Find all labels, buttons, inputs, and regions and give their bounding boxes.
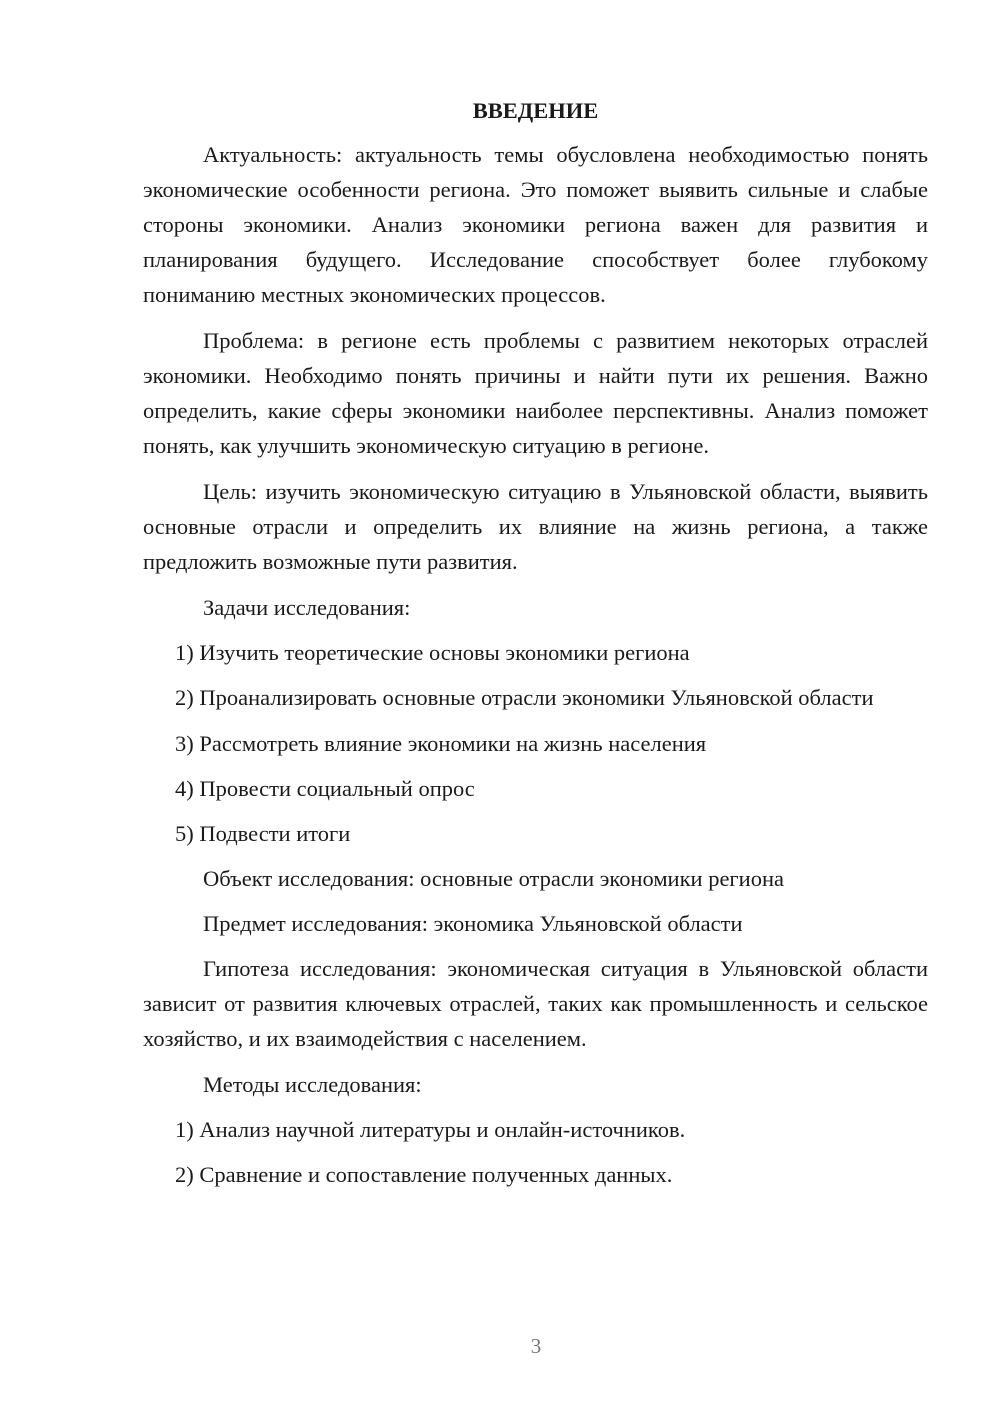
hypothesis-paragraph: Гипотеза исследования: экономическая ситуация в Ульяновской области зависит от развития ключевых отраслей, таких как промышленность и сельское хозяйство, и их взаимодействия с населением. (143, 956, 928, 1051)
tasks-heading: Задачи исследования: (203, 595, 411, 620)
task-item: 1) Изучить теоретические основы экономики региона (175, 640, 690, 665)
method-item: 2) Сравнение и сопоставление полученных данных. (175, 1162, 673, 1187)
task-item: 2) Проанализировать основные отрасли экономики Ульяновской области (175, 685, 874, 710)
document-body (143, 95, 928, 1202)
object-line: Объект исследования: основные отрасли экономики региона (203, 866, 784, 891)
methods-heading: Методы исследования: (203, 1072, 422, 1097)
task-item: 4) Провести социальный опрос (175, 776, 475, 801)
page-number: 3 (530, 1334, 542, 1358)
task-item: 5) Подвести итоги (175, 821, 351, 846)
task-item: 3) Рассмотреть влияние экономики на жизнь населения (175, 731, 707, 756)
document-title: ВВЕДЕНИЕ (472, 98, 599, 123)
relevance-paragraph: Актуальность: актуальность темы обусловлена необходимостью понять экономические особенности региона. Это поможет выявить сильные и слабые стороны экономики. Анализ экономики региона важен для развития и планирования будущего. Исследование способствует более глубокому пониманию местных экономических процессов. (143, 142, 928, 307)
method-item: 1) Анализ научной литературы и онлайн-источников. (175, 1117, 686, 1142)
subject-line: Предмет исследования: экономика Ульяновской области (203, 911, 743, 936)
problem-paragraph: Проблема: в регионе есть проблемы с развитием некоторых отраслей экономики. Необходимо понять причины и найти пути их решения. Важно определить, какие сферы экономики наиболее перспективны. Анализ поможет понять, как улучшить экономическую ситуацию в регионе. (143, 328, 928, 458)
goal-paragraph: Цель: изучить экономическую ситуацию в Ульяновской области, выявить основные отрасли и определить их влияние на жизнь региона, а также предложить возможные пути развития. (143, 479, 928, 574)
